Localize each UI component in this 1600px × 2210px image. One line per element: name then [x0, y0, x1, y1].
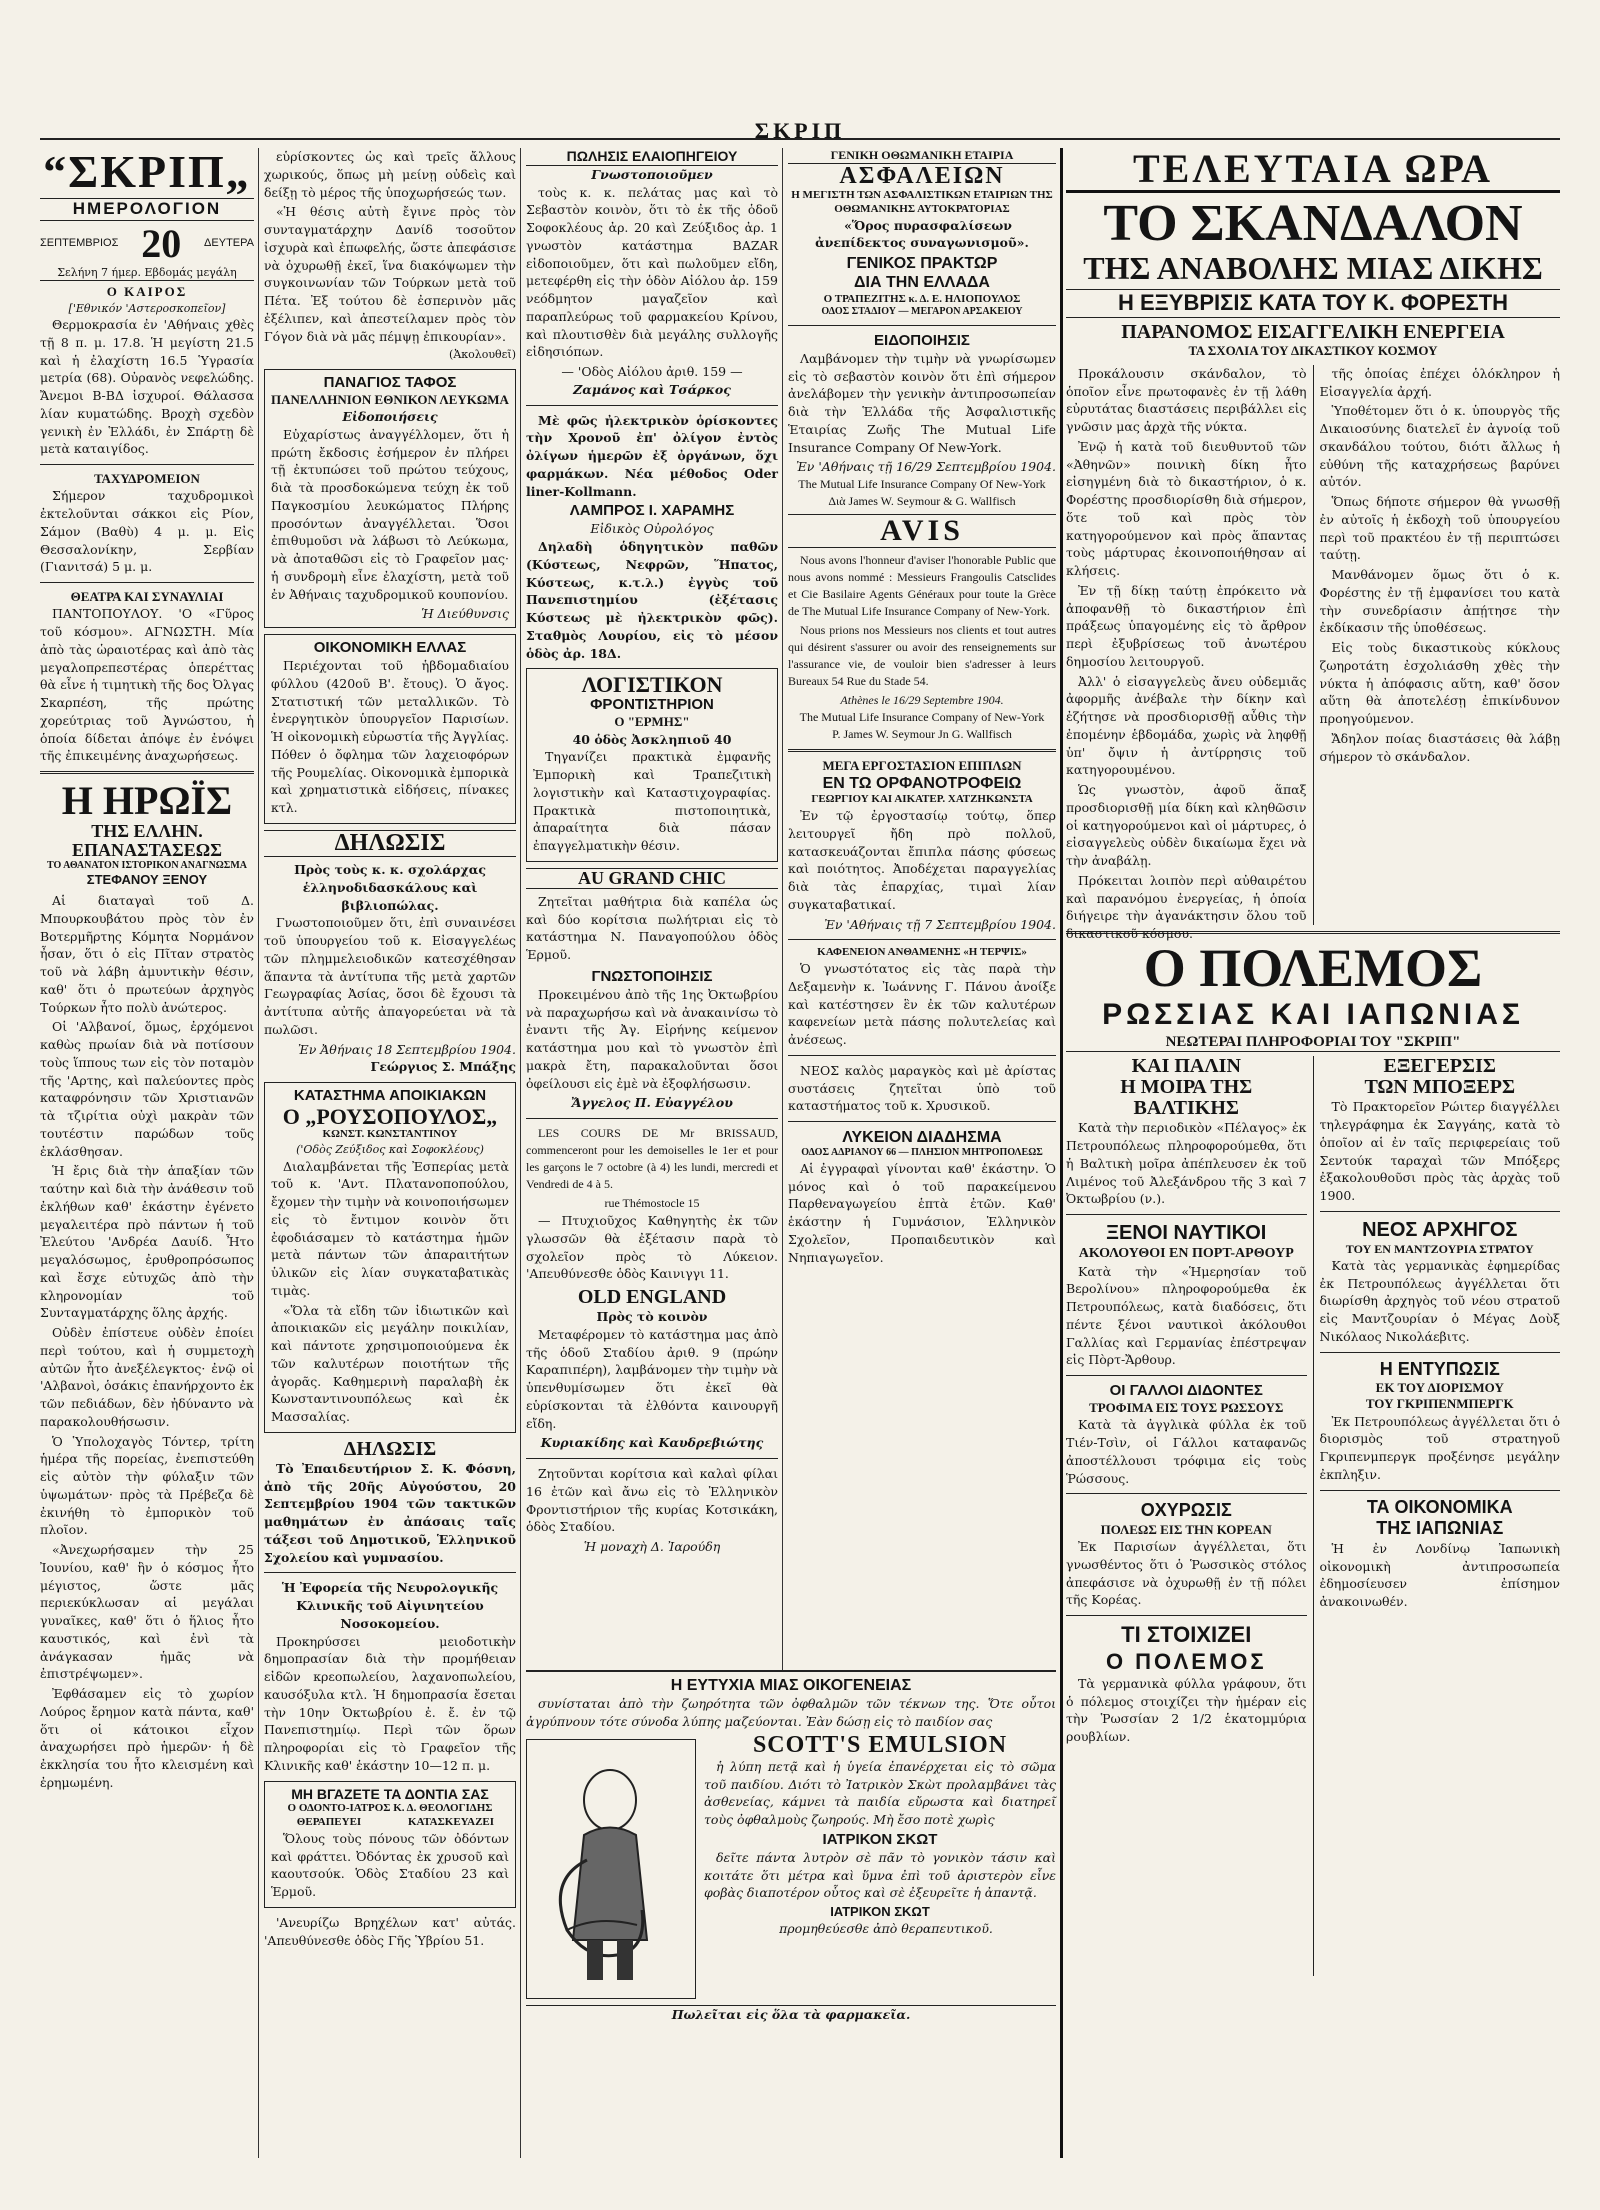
serial-continued: εὑρίσκοντες ὡς καὶ τρεῖς ἄλλους χωρικούς, ὅπως μὴ μείνῃ οὐδεὶς καὶ δείξῃ τὸ μέρος τῆς ὑποχωρήσεώς των.: [264, 149, 516, 200]
calendar-date: [40, 220, 254, 266]
post-heading: ΤΑΧΥΔΡΟΜΕΙΟΝ: [94, 471, 200, 487]
last-hour-heading: ΤΕΛΕΥΤΑΙΑ ΩΡΑ: [1066, 148, 1560, 193]
baltic-subheading: Η ΜΟΙΡΑ ΤΗΣ ΒΑΛΤΙΚΗΣ: [1120, 1076, 1253, 1120]
agent-subheading: ΔΙΑ ΤΗΝ ΕΛΛΑΔΑ: [854, 274, 990, 292]
eidopoiisis-date: Ἐν 'Αθήναις τῇ 16/29 Σεπτεμβρίου 1904.: [796, 459, 1056, 475]
tafos-signature: Ἡ Διεύθυνσις: [421, 606, 509, 622]
emulsion-text4: προμηθεύεσθε ἀπὸ θεραπευτικοῦ.: [779, 1920, 993, 1936]
serial-author: ΣΤΕΦΑΝΟΥ ΞΕΝΟΥ: [86, 872, 208, 888]
cafe-heading: ΚΑΦΕΝΕΙΟΝ ΑΝΘΑΜΕΝΗΣ «Η ΤΕΡΨΙΣ»: [817, 946, 1027, 959]
emulsion-text: συνίσταται ἀπὸ τὴν ζωηρότητα τῶν ὀφθαλμῶν τῶν τέκνων της. Ὅτε οὗτοι ἀγρύπνουν τότε σύνοδα λύπης μαζεύονται. Ἐὰν δώσῃ εἰς τὸ παιδίον σας: [526, 1696, 1056, 1729]
emulsion-ad: [526, 1670, 1056, 2160]
serial-paragraph: Ἐφθάσαμεν εἰς τὸ χωρίον Λούρος ἔρημον κατὰ πάντα, καθ' ὅτι οἱ κάτοικοι εἶχον ἀναχωρήσει πρὸ ἡμερῶν· ἡ δὲ ἐκκλησία του ἦτο κλεισμένη καὶ ἐρημωμένη.: [40, 1686, 254, 1790]
french-heading: ΟΙ ΓΑΛΛΟΙ ΔΙΔΟΝΤΕΣ: [1109, 1382, 1263, 1400]
tafos-notices: Εἰδοποιήσεις: [342, 409, 438, 425]
baltic-heading: ΚΑΙ ΠΑΛΙΝ: [1131, 1055, 1241, 1078]
scandal-paragraph: Προκάλουσιν σκάνδαλον, τὸ ὁποῖον εἶνε πρωτοφανὲς ἐν τῇ λάθη εὐρυτάτας διαστάσεις περιβάλλει εἰς γνῶσιν μας ἀρχὰ τῆς νύκτα.: [1066, 365, 1307, 435]
logistikon-subheading: ΦΡΟΝΤΙΣΤΗΡΙΟΝ: [590, 696, 714, 714]
lykeion-heading: ΛΥΚΕΙΟΝ ΔΙΑΔΗΣΜΑ: [842, 1129, 1002, 1147]
teeth-right-label: ΚΑΤΑΣΚΕΥΑΖΕΙ: [407, 1816, 495, 1829]
war-col-b: [1313, 1056, 1561, 1976]
emulsion-brand: SCOTT'S EMULSION: [752, 1731, 1008, 1758]
dilosis2-text: Τὸ Ἐπαιδευτήριον Σ. Κ. Φόσνη, ἀπὸ τῆς 20ῆς Αὐγούστου, 20 Σεπτεμβρίου 1904 τῶν τακτικῶν μαθημάτων ἐν ἀπάσαις ταῖς τάξεσι τοῦ Δημοτικοῦ, Ἑλληνικοῦ Σχολείου καὶ γυμνασίου.: [264, 1460, 516, 1565]
sailors-subheading: ΑΚΟΛΟΥΘΟΙ ΕΝ ΠΟΡΤ-ΑΡΘΟΥΡ: [1078, 1246, 1294, 1262]
scandal-paragraph: Εἰς τοὺς δικαστικοὺς κύκλους ζωηροτάτη ἐσχολιάσθη χθὲς τὴν νύκτα ἡ ἀπόφασις αὕτη, καθ' ὅσον αὕτη θὰ ἀποτελέσῃ ἐπικίνδυνον προηγούμενον.: [1319, 640, 1560, 727]
oikonomiki-text: Περιέχονται τοῦ ἡβδομαδιαίου φύλλου (420οῦ Β'. ἔτους). Ὁ ἄγος. Στατιστική τῶν μεταλλικῶν. Τὸ ἐνεργητικὸν ὑπουργεῖον Παρισίων. Ἡ οἰκονομικὴ εὐρωστία τῆς Ἀγγλίας. Πόθεν ὁ ὄφλημα τῶν λαχειοφόρων τῆς Ρουμελίας. Οἰκονομικὰ ἐμπορικὰ καὶ χρηματιστικὰ εἰδήσεις, πίνακες κτλ.: [271, 658, 509, 816]
fortification-text: Ἐκ Παρισίων ἀγγέλλεται, ὅτι γνωσθέντος ὅτι ὁ Ῥωσσικὸς στόλος ἀπεφάσισε νὰ ὀχυρωθῇ ἐν τῇ πόλει τῆς Κορέας.: [1066, 1539, 1307, 1608]
scandal-subheading2: Η ΕΞΥΒΡΙΣΙΣ ΚΑΤΑ ΤΟΥ Κ. ΦΟΡΕΣΤΗ: [1066, 289, 1560, 317]
insurance-heading: ΓΕΝΙΚΗ ΟΘΩΜΑΝΙΚΗ ΕΤΑΙΡΙΑ: [788, 148, 1056, 164]
avis-heading: AVIS: [788, 514, 1056, 548]
cours-text2: — Πτυχιοῦχος Καθηγητὴς ἐκ τῶν γλωσσῶν θὰ ἐξέτασιν παρὰ τὸ σχολεῖον πρὸς τὸ Λύκειον. 'Απευθύνεσθε ὁδὸς Καινιγγι 11.: [526, 1213, 778, 1282]
polisis-subheading: Γνωστοποιοῦμεν: [591, 166, 713, 182]
teeth-text: Ὅλους τοὺς πόνους τῶν ὀδόντων καὶ φράττει. Ὀδόντας ἐκ χρυσοῦ καὶ καουτσούκ. Ὁδὸς Σταδίου 23 καὶ Ἑρμοῦ.: [271, 1830, 509, 1900]
polisis-signature: Ζαμάνος καὶ Τσάρκος: [573, 381, 731, 397]
dilosis-subheading: Πρὸς τοὺς κ. κ. σχολάρχας ἑλληνοδιδασκάλους καὶ βιβλιοπώλας.: [294, 862, 486, 913]
emulsion-heading: Η ΕΥΤΥΧΙΑ ΜΙΑΣ ΟΙΚΟΓΕΝΕΙΑΣ: [670, 1677, 912, 1694]
lamp-heading: ΛΑΜΠΡΟΣ Ι. ΧΑΡΑΜΗΣ: [569, 502, 735, 520]
dilosis-signature: Γεώργιος Σ. Μπάξης: [370, 1059, 516, 1075]
zitountai-text: Ζητοῦνται κορίτσια καὶ καλαὶ φίλαι 16 ἐτῶν καὶ ἄνω εἰς τὸ Ἑλληνικὸν Φροντιστήριον τῆς κυρίας Κοτσικάκη, ὁδὸς Σταδίου.: [526, 1466, 778, 1535]
tafos-heading: ΠΑΝΑΓΙΟΣ ΤΑΦΟΣ: [323, 373, 457, 391]
impression-heading: Η ΕΝΤΥΠΩΣΙΣ: [1379, 1358, 1500, 1379]
war-subheading2: ΝΕΩΤΕΡΑΙ ΠΛΗΡΟΦΟΡΙΑΙ ΤΟΥ "ΣΚΡΙΠ": [1066, 1033, 1560, 1053]
scandal-subheading4: ΤΑ ΣΧΟΛΙΑ ΤΟΥ ΔΙΚΑΣΤΙΚΟΥ ΚΟΣΜΟΥ: [1188, 342, 1438, 358]
avis-signature2: P. James W. Seymour Jn G. Wallfisch: [832, 726, 1012, 741]
agent-name: Ο ΤΡΑΠΕΖΙΤΗΣ κ. Δ. Ε. ΗΛΙΟΠΟΥΛΟΣ: [823, 292, 1021, 305]
column-5: [1066, 148, 1560, 2158]
cost-heading: ΤΙ ΣΤΟΙΧΙΖΕΙ: [1121, 1622, 1252, 1648]
emulsion-brand2: ΙΑΤΡΙΚΟΝ ΣΚΩΤ: [822, 1830, 938, 1848]
baltic-text: Κατὰ τὴν περιοδικὸν «Πέλαγος» ἐκ Πετρουπόλεως πληροφορούμεθα, ὅτι ἡ Βαλτικὴ μοῖρα ἀπέπλευσεν ἐκ τοῦ Λιμένος τοῦ Ἀλεξάνδρου τῆς 3 καὶ 7 Ὀκτωβρίου (ν.).: [1066, 1120, 1307, 1207]
column-rule: [1060, 148, 1063, 2158]
katastima-owner: ΚΩΝΣΤ. ΚΩΝΣΤΑΝΤΙΝΟΥ: [322, 1128, 458, 1141]
logistikon-heading: ΛΟΓΙΣΤΙΚΟΝ: [581, 672, 723, 698]
scandal-paragraph: Ὡς γνωστὸν, ἀφοῦ ἅπαξ προσδιορισθῇ μία δίκη καὶ κληθῶσιν οἱ κατηγορούμενοι καὶ οἱ μάρτυρες, ὁ εἰσαγγελεὺς οὐδὲν δικαίωμα ἔχει νὰ τὴν ἀναβάλῃ.: [1066, 782, 1307, 869]
theatre-heading: ΘΕΑΤΡΑ ΚΑΙ ΣΥΝΑΥΛΙΑΙ: [70, 589, 224, 605]
serial-subtitle: ΤΗΣ ΕΛΛΗΝ. ΕΠΑΝΑΣΤΑΣΕΩΣ: [72, 821, 222, 861]
teeth-footer: 'Ανευρίζω Βρηχέλων κατ' αὐτάς. 'Απευθύνεσθε ὁδὸς Γῆς Ὑβρίου 51.: [264, 1914, 516, 1948]
gnostopoiisis-heading: ΓΝΩΣΤΟΠΟΙΗΣΙΣ: [591, 967, 713, 985]
polisis-address: — 'Οδὸς Αἰόλου ἀριθ. 159 —: [561, 364, 743, 380]
england-signature: Κυριακίδης καὶ Καυδρεβιώτης: [540, 1435, 764, 1451]
weather-heading: Ο ΚΑΙΡΟΣ: [106, 284, 188, 300]
avis-text2: Nous prions nos Messieurs nos clients et tout autres qui désirent s'assurer ou avoir des renseignements sur l'assurance vie, de vouloir bien s'adresser à leurs Bureaux 54 Rue du Stade 54.: [788, 622, 1056, 688]
england-subheading: Πρὸς τὸ κοινὸν: [596, 1309, 708, 1325]
eidopoiisis-text: Λαμβάνομεν τὴν τιμὴν νὰ γνωρίσωμεν εἰς τὸ σεβαστὸν κοινὸν ὅτι ἐπὶ σήμερον ἀνελάβομεν τὴν γενικὴν ἀντιπροσωπείαν διὰ τὴν Ἑλλάδα τῆς Ἀσφαλιστικῆς Ἑταιρίας Ζωῆς The Mutual Life Insurance Company Of New-York.: [788, 350, 1056, 455]
serial-paragraph: Ἡ ἔρις διὰ τὴν ἁπαξίαν τῶν ταύτην καὶ διὰ τὴν ἀνάθεσιν τοῦ ἐκλήθων καθ' ἑκάστην ἐγένετο μεγαλειτέρα πρὸ πάντων ἡ τοῦ Ἐλεύτου 'Ανδρέα Δαυίδ. Ἦτο μεγαλόσωμος, ἐρυθροπρόσωπος καὶ ἔσχε εὐτυχῶς ἀπὸ τὴν κληρονομίαν τοῦ Συνταγματάρχης ὅλης ἀρχής.: [40, 1163, 254, 1321]
chief-text: Κατὰ τὰς γερμανικὰς ἐφημερίδας ἐκ Πετρουπόλεως ἀγγέλλεται ὅτι διωρίσθη ἀρχηγὸς τοῦ νέου στρατοῦ εἰς Μαντζουρίαν ὁ Μέγας Δοὺξ Νικόλαος Νικολάεβιτς.: [1319, 1257, 1560, 1344]
boxers-subheading: ΤΩΝ ΜΠΟΞΕΡΣ: [1364, 1076, 1516, 1099]
scandal-col-b: [1313, 365, 1561, 925]
scandal-heading: ΤΟ ΣΚΑΝΔΑΛΟΝ: [1103, 195, 1523, 252]
chief-heading: ΝΕΟΣ ΑΡΧΗΓΟΣ: [1362, 1218, 1518, 1241]
neurology-heading: Ἡ Ἐφορεία τῆς Νευρολογικῆς Κλινικῆς τοῦ Αἰγινητείου Νοσοκομείου.: [281, 1580, 499, 1631]
calendar-line: Σελήνη 7 ήμερ. Εβδομάς μεγάλη: [40, 265, 254, 282]
scandal-paragraph: Ὅπως δήποτε σήμερον θὰ γνωσθῇ ἐν αὐτοῖς ἡ ἐκδοχὴ τοῦ ὑπουργείου περὶ τοῦ πρακτέου ἐν τῇ περιπτώσει ταύτῃ.: [1319, 494, 1560, 563]
agent-address: ΟΔΟΣ ΣΤΑΔΙΟΥ — ΜΕΓΑΡΟΝ ΑΡΣΑΚΕΙΟΥ: [821, 306, 1023, 318]
eidopoiisis-sig2: Διὰ James W. Seymour & G. Wallfisch: [828, 494, 1016, 509]
lykeion-text: Αἱ ἐγγραφαὶ γίνονται καθ' ἑκάστην. Ὁ μόνος καὶ ὁ τοῦ παρακείμενου Παρθεναγωγείου ἑπτὰ ἐτῶν. Καθ' ἑκάστην ἡ Γυμνάσιον, Ἑλληνικὸν Σχολεῖον, Προπαιδευτικὸν καὶ Νηπιαγωγεῖον.: [788, 1160, 1056, 1265]
tafos-text: Εὐχαρίστως ἀναγγέλλομεν, ὅτι ἡ πρώτη ἔκδοσις ἐσήμερον ἐν πλήρει τῇ ἐκτυπώσει τοῦ πρώτου τεύχους, διὰ τὰ προσδοκώμενα τεύχη ἐκ τοῦ Παγκοσμίου λευκώματος Πλήρης προσόντων ἀναγγέλλεται. Ὅσοι ἐπιθυμοῦσι νὰ λάβωσι τὸ Λεύκωμα, νὰ ἀποταθῶσι εἰς τὸ Γραφεῖον μας· ἡ συνδρομὴ εἶνε ἐλαχίστη, μετὰ τοῦ ἐν Ἀθήναις ταχυδρομικοῦ κουπονίου.: [271, 426, 509, 602]
gnostopoiisis-signature: Ἄγγελος Π. Εὐαγγέλου: [571, 1095, 733, 1111]
eidopoiisis-heading: ΕΙΔΟΠΟΙΗΣΙΣ: [874, 331, 970, 349]
dilosis-text: Γνωστοποιοῦμεν ὅτι, ἐπὶ συναινέσει τοῦ ὑπουργείου τοῦ κ. Εἰσαγγελέως τῶν πλημμελειοδικῶν κατεσχέθησαν ἅπαντα τὰ ἀντίτυπα τῆς μετὰ χαρτῶν Γεωγραφίας Ἀσίας, ὅσοι δὲ ἔχουσι τὰ ἀντίτυπα αὐτῆς ἀπαγορεύεται νὰ τὰ πωλῶσι.: [264, 915, 516, 1037]
sailors-heading: ΞΕΝΟΙ ΝΑΥΤΙΚΟΙ: [1106, 1222, 1267, 1245]
dilosis-heading: ΔΗΛΩΣΙΣ: [264, 830, 516, 857]
insurance-subheading: Η ΜΕΓΙΣΤΗ ΤΩΝ ΑΣΦΑΛΙΣΤΙΚΩΝ ΕΤΑΙΡΙΩΝ ΤΗΣ ΟΘΩΜΑΝΙΚΗΣ ΑΥΤΟΚΡΑΤΟΡΙΑΣ: [791, 189, 1053, 215]
england-heading: OLD ENGLAND: [577, 1286, 727, 1309]
insurance-title: ΑΣΦΑΛΕΙΩΝ: [839, 163, 1005, 189]
cours-text: LES COURS DE Mr BRISSAUD, commenceront pour les demoiselles le 1er et pour les garçons le 7 octobre (à 4) les lundi, mercredi et Vendredi de 4 à 5.: [526, 1126, 778, 1192]
logistikon-name: Ο "ΕΡΜΗΣ": [614, 714, 690, 730]
weather-source: ['Εθνικόν 'Αστεροσκοπεῖον]: [68, 301, 226, 315]
masthead: ΣΚΡΙΠ: [40, 70, 1560, 140]
neos-text: ΝΕΟΣ καλὸς μαραγκὸς καὶ μὲ ἀρίστας συστάσεις ζητεῖται ὑπὸ τοῦ καταστήματος τοῦ κ. Χρυσικοῦ.: [788, 1062, 1056, 1114]
agent-heading: ΓΕΝΙΚΟΣ ΠΡΑΚΤΩΡ: [846, 255, 998, 273]
katastima-text: «Ὅλα τὰ εἴδη τῶν ἰδιωτικῶν καὶ ἀποικιακῶν εἰς μεγάλην ποικιλίαν, καὶ πάντοτε χρησιμοποιούμενα ἐκ τῶν καλυτέρων ποιοτήτων τῆς ἀγορᾶς. Καθημερινὴ παραλαβὴ ἐκ Κωνσταντινουπόλεως καὶ ἐκ Μασσαλίας.: [271, 1302, 509, 1424]
emulsion-text2: ἡ λύπη πετᾷ καὶ ἡ ὑγεία ἐπανέρχεται εἰς τὸ σῶμα τοῦ παιδίου. Διότι τὸ Ἰατρικὸν Σκὼτ προλαμβάνει τὰς ἀσθενείας, κάμνει τὰ παιδία εὔρωστα καὶ διατηρεῖ τοὺς ὀφθαλμοὺς ζωηρούς. Μὴ ἔσο ποτὲ χωρὶς: [704, 1758, 1056, 1828]
finance-subheading: ΤΗΣ ΙΑΠΩΝΙΑΣ: [1376, 1518, 1504, 1539]
polisis-heading: ΠΩΛΗΣΙΣ ΕΛΑΙΟΠΗΓΕΙΟΥ: [526, 148, 778, 166]
scandal-paragraph: Ἐν τῇ δίκῃ ταύτῃ ἐπρόκειτο νὰ ἀποφανθῇ τὸ δικαστήριον ἐπὶ πράξεως ὑπαγομένης εἰς τὸ ἄρθρον περὶ ἐξυβρίσεως τοῦ ἀνωτέρου δημοσίου λειτουργοῦ.: [1066, 582, 1307, 669]
teeth-heading: ΜΗ ΒΓΑΖΕΤΕ ΤΑ ΔΟΝΤΙΑ ΣΑΣ: [291, 1785, 489, 1802]
scandal-paragraph: Μανθάνομεν ὅμως ὅτι ὁ κ. Φορέστης ἐν τῇ ἐμφανίσει του κατὰ τὴν συνεδρίασιν ἀπῄτησε τὴν ἐκδίκασιν τῆς ὑποθέσεως.: [1319, 567, 1560, 636]
lykeion-address: ΟΔΟΣ ΑΔΡΙΑΝΟΥ 66 — ΠΛΗΣΙΟΝ ΜΗΤΡΟΠΟΛΕΩΣ: [801, 1147, 1043, 1159]
scandal-paragraph: Ὑποθέτομεν ὅτι ὁ κ. ὑπουργὸς τῆς Δικαιοσύνης διατελεῖ ἐν ἀγνοίᾳ τοῦ σκανδάλου τούτου, διότι ἄλλως ἡ εὐθύνη τῆς καταχρήσεως βαρύνει αὐτόν.: [1319, 403, 1560, 490]
teeth-subheading: Ο ΟΔΟΝΤΟ-ΙΑΤΡΟΣ Κ. Δ. ΘΕΟΛΟΓΙΔΗΣ: [287, 1802, 493, 1815]
calendar-day: 20: [141, 220, 182, 266]
sailors-text: Κατὰ τὴν «Ἡμερησίαν τοῦ Βερολίνου» πληροφορούμεθα ἐκ Πετρουπόλεως, κατὰ διαδόσεις, ὅτι πέντε ξένοι ναυτικοὶ ἀκόλουθοι Γαλλίας καὶ Γερμανίας ἐπέστρεψαν εἰς Πὸρτ-Ἄρθουρ.: [1066, 1263, 1307, 1368]
scandal-subheading3: ΠΑΡΑΝΟΜΟΣ ΕΙΣΑΓΓΕΛΙΚΗ ΕΝΕΡΓΕΙΑ: [1121, 320, 1505, 343]
zitountai-signature: Ἡ μοναχὴ Δ. Ἰαρούδη: [583, 1539, 721, 1555]
oikonomiki-heading: ΟΙΚΟΝΟΜΙΚΗ ΕΛΛΑΣ: [313, 639, 467, 657]
tafos-subheading: ΠΑΝΕΛΛΗΝΙΟΝ ΕΘΝΙΚΟΝ ΛΕΥΚΩΜΑ: [271, 391, 509, 407]
column-1: [40, 148, 254, 2158]
orphanage-text: Ἐν τῷ ἐργοστασίῳ τούτῳ, ὅπερ λειτουργεῖ ἤδη πρὸ πολλοῦ, κατασκευάζονται ἔπιπλα πάσης φύσεως καὶ ποιότητος. Ἀποδέχεται παραγγελίας διὰ τὰς ἐπαρχίας, τιμαὶ λίαν συγκαταβατικαί.: [788, 808, 1056, 912]
boxers-text: Τὸ Πρακτορεῖον Ρώιτερ διαγγέλλει τηλεγράφημα ἐκ Σαγγάης, κατὰ τὸ ὁποῖον αἱ ἐν ταῖς περιφερείαις τοῦ Σεντούκ ταραχαὶ τῶν Μπόξερς ἐξακολουθοῦσι πρὸς τὰς ἀρχὰς τοῦ 1900.: [1319, 1099, 1560, 1204]
impression-subheading: ΕΚ ΤΟΥ ΔΙΟΡΙΣΜΟΥ: [1375, 1380, 1504, 1396]
avis-date: Athènes le 16/29 Septembre 1904.: [840, 692, 1004, 707]
cafe-text: Ὁ γνωστότατος εἰς τὰς παρὰ τὴν Δεξαμενὴν κ. Ἰωάννης Γ. Πάνου ἀνοίξε καὶ κατέστησεν ἓν ἐκ τῶν καλυτέρων καφενείων μετὰ πάσης πολυτελείας καὶ ἀνέσεως.: [788, 961, 1056, 1048]
neurology-text: Προκηρύσσει μειοδοτικὴν δημοπρασίαν διὰ τὴν προμήθειαν εἰδῶν κρεοπωλείου, λαχανοπωλείου, καυσόξυλα κτλ. Ἡ δημοπρασία ἔσεται τὴν 10ην Ὀκτωβρίου ἐ. ἔ. ἐν τῷ Πανεπιστημίῳ. Περὶ τῶν ὅρων πληροφορίαι εἰς τὸ Γραφεῖον τῆς Κλινικῆς καθ' ἑκάστην 10—12 π. μ.: [264, 1633, 516, 1773]
cours-address: rue Thémostocle 15: [604, 1196, 700, 1211]
calendar-subtitle: ΗΜΕΡΟΛΟΓΙΟΝ: [40, 198, 254, 220]
dilosis-date: Ἐν Ἀθήναις 18 Σεπτεμβρίου 1904.: [298, 1041, 516, 1057]
logistikon-address: 40 ὁδὸς Ἀσκληπιοῦ 40: [572, 731, 732, 747]
scandal-paragraph: Ἀλλ' ὁ εἰσαγγελεὺς ἄνευ οὐδεμιᾶς ἀφορμῆς ἀνέβαλε τὴν δίκην καὶ ἐζήτησε νὰ προσδιορισθῇ αὖθις τὴν ἐπομένην ἑβδομάδα, χωρὶς νὰ ληφθῇ ὑπ' ὄψιν ἡ ἀντίρρησις τοῦ κατηγορουμένου.: [1066, 673, 1307, 778]
england-text: Μεταφέρομεν τὸ κατάστημα μας ἀπὸ τῆς ὁδοῦ Σταδίου ἀριθ. 9 (πρώην Καραπιπέρη), λαμβάνομεν τὴν τιμὴν νὰ ὑπενθυμίσωμεν ὅτι ἐκεῖ θὰ εὑρίσκονται τὰ ἐλθόντα καινουργῆ εἴδη.: [526, 1326, 778, 1431]
impression-subheading2: ΤΟΥ ΓΚΡΙΠΕΝΜΠΕΡΓΚ: [1365, 1396, 1514, 1412]
katastima-text: Διαλαμβάνεται τῆς Ἐσπερίας μετὰ τοῦ κ. 'Αντ. Πλατανοποπούλου, ἔχομεν τὴν τιμὴν νὰ κοινοποιήσωμεν εἰς τὸ ἔντιμον κοινὸν ὅτι ἐφοδιάσαμεν τὸ κατάστημα ἡμῶν μετὰ πάντων τῶν ἀπαραιτήτων ὑλικῶν εἰς λίαν συγκαταβατικὰς τιμὰς.: [271, 1158, 509, 1298]
avis-signature: The Mutual Life Insurance Company of New-York: [799, 709, 1045, 724]
column-rule: [258, 148, 259, 2158]
serial-paragraph: Οἱ 'Αλβανοί, ὅμως, ἐρχόμενοι καθὼς πρωίαν διὰ νὰ ποτίσουν τοὺς ἵππους των εἰς τὸν ποταμὸν τῆς 'Αρτης, καὶ παλεύοντες πρὸς καταφρόνησιν τῶν Χριστιανῶν τὰ τζιρίτια οὐχὶ μακρὰν τῶν τουτέστιν παρώδων τοῦς ἐκλάσθησαν.: [40, 1019, 254, 1159]
impression-text: Ἐκ Πετρουπόλεως ἀγγέλλεται ὅτι ὁ διορισμὸς τοῦ στρατηγοῦ Γκριπενμπεργκ προξένησε μεγάλην ἐκπληξιν.: [1319, 1413, 1560, 1482]
serial-paragraph: Ὁ Ὑπολοχαγὸς Τόντερ, τρίτη ἡμέρα τῆς πορείας, ἐνεπιστεύθη εἰς αὐτὸν τὴν φύλαξιν τῶν ὑψωμάτων· πρὸς τὰ Πρέβεζα δὲ ἐκινήθη τὸ ἐμπορικὸν τοῦ πλοῖον.: [40, 1433, 254, 1538]
post-text: Σήμερον ταχυδρομικοὶ ἐκτελοῦνται σάκκοι εἰς Ρίον, Σάμον (Βαθὺ) 4 μ. μ. Εἰς Θεσσαλονίκην, Σερβίαν (Γιανιτσά) 5 μ. μ.: [40, 488, 254, 575]
serial-continued-sig: (Ἀκολουθεῖ): [449, 348, 516, 362]
serial-paragraph: Οὐδὲν ἐπίστευε οὐδὲν ἐποίει περὶ τούτου, καὶ ἡ συμμετοχὴ αὐτῶν ἦτο ἀνεξέλεγκτος· ἐνῷ οἱ 'Αλβανοὶ, ὁσάκις ἐπανήρχοντο ἐκ τῶν πεδιάδων, δὲν ἠδύναντο νὰ παρακολουθήσωσιν.: [40, 1325, 254, 1429]
calendar-title: “ΣΚΡΙΠ„: [43, 146, 251, 197]
serial-paragraph: «Ἀνεχωρήσαμεν τὴν 25 Ἰουνίου, καθ' ἣν ὁ κόσμος ἦτο μέγιστος, ὥστε μᾶς περιεκύκλωσαν αἱ μεγάλαι γυναῖκες, καθ' ὅτι ὁ ἥλιος ἦτο καυστικός, καὶ ἐνὶ τὰ ἀνάγκασαν ἡμᾶς νὰ ἐπιστρέψωμεν».: [40, 1542, 254, 1682]
scandal-paragraph: Πρόκειται λοιπὸν περὶ αὐθαιρέτου καὶ παρανόμου ἐνεργείας, ἡ ὁποία διήγειρε τὴν ἀγανάκτησιν ὅλου τοῦ δικαστικοῦ κόσμου.: [1066, 872, 1307, 942]
calendar-weekday: ΔΕΥΤΕΡΑ: [204, 236, 254, 249]
theatre-text: ΠΑΝΤΟΠΟΥΛΟΥ. 'Ο «Γῦρος τοῦ κόσμου». ΑΓΝΩΣΤΗ. Μία ἀπὸ τὰς ὡραιοτέρας καὶ ἀπὸ τὰς μεγαλοπρεπεστέρας ὁπερέττας θὰ εἶνε ἡ τιμητικὴ τῆς δος Ὀλγας Σκαρπέση, τῆς πρώτης χορεύτριας τοῦ Ἀγνώστου, ἡ ὁποία δίδεται ἀπόψε ἐν ἐνόψει τῆς ἐπικειμένης ἀναχωρήσεως.: [40, 606, 254, 764]
column-2: [264, 148, 516, 2158]
serial-tag: ΤΟ ΑΘΑΝΑΤΟΝ ΙΣΤΟΡΙΚΟΝ ΑΝΑΓΝΩΣΜΑ: [46, 859, 248, 871]
chief-subheading: ΤΟΥ ΕΝ ΜΑΝΤΖΟΥΡΙΑ ΣΤΡΑΤΟΥ: [1345, 1241, 1534, 1256]
scandal-paragraph: Ἄδηλον ποίας διαστάσεις θὰ λάβῃ σήμερον τὸ σκάνδαλον.: [1319, 730, 1560, 764]
gnostopoiisis-text: Προκειμένου ἀπὸ τῆς 1ης Ὀκτωβρίου νὰ παραχωρήσω καὶ νὰ ἀνακαινίσω τὸ ἐναντι τῆς Ἀγ. Εἰρήνης κείμενον κατάστημα μου καὶ τὸ γνωστὸν ἐπὶ μακρὰ ἔτη, παρακαλοῦνται ὅσοι ὀφείλουσι εἰς ἐμὲ νὰ ἐξοφλήσωσιν.: [526, 986, 778, 1091]
insurance-text: «Ὅρος πυρασφαλίσεων ἀνεπίδεκτος συναγωνισμοῦ».: [815, 217, 1029, 251]
newspaper-page: [40, 70, 1560, 2170]
weather-text: Θερμοκρασία ἐν 'Αθήναις χθὲς τῇ 8 π. μ. 17.8. Ἡ μεγίστη 21.5 καὶ ἡ ἐλαχίστη 16.5 Ὑγρασία μετρία (68). Οὐρανὸς νεφελώδης. Ἄνεμοι Β-ΒΔ ἰσχυροί. Θάλασσα λίαν κυματώδης. Βροχὴ σχεδὸν γενικὴ ἐν Ἑλλάδι, ἐν Σπάρτῃ δὲ μετὰ καταιγίδος.: [40, 317, 254, 457]
orphanage-names: ΓΕΩΡΓΙΟΥ ΚΑΙ ΑΙΚΑΤΕΡ. ΧΑΤΖΗΚΩΝΣΤΑ: [811, 793, 1033, 806]
french-subheading: ΤΡΟΦΙΜΑ ΕΙΣ ΤΟΥΣ ΡΩΣΣΟΥΣ: [1089, 1400, 1284, 1416]
lamp-subheading: Εἰδικὸς Οὐρολόγος: [590, 521, 714, 537]
cost-subheading: Ο ΠΟΛΕΜΟΣ: [1105, 1648, 1267, 1674]
fortification-subheading: ΠΟΛΕΩΣ ΕΙΣ ΤΗΝ ΚΟΡΕΑΝ: [1100, 1521, 1272, 1537]
eidopoiisis-sig1: The Mutual Life Insurance Company Of New-York: [798, 477, 1046, 492]
chic-heading: AU GRAND CHIC: [526, 868, 778, 889]
orphanage-subheading: ΕΝ ΤΩ ΟΡΦΑΝΟΤΡΟΦΕΙΩ: [822, 775, 1022, 793]
orphanage-heading: ΜΕΓΑ ΕΡΓΟΣΤΑΣΙΟΝ ΕΠΙΠΛΩΝ: [822, 757, 1022, 773]
serial-paragraph: Αἱ διαταγαὶ τοῦ Δ. Μπουρκουβάτου πρὸς τὸν ἐν Βοτερμῆρτης Κόμητα Νορμάνον ἦσαν, ὅτι ὁ εἰς Πῖταν στρατὸς τοῦ νὰ λάβη ἀμυντικὴν θέσιν, καθ' ὅτι ὁ πρωτεύων ἀρχηγὸς Τούρκων ἦτο πολὺ ἀνώτερος.: [40, 893, 254, 1015]
orphanage-date: Ἐν 'Αθήναις τῇ 7 Σεπτεμβρίου 1904.: [824, 916, 1056, 932]
emulsion-text3: δεῖτε πάντα λυτρὸν σὲ πᾶν τὸ γονικὸν τάσιν καὶ κοιτάτε ὅτι μέτρα καὶ ὕμνα ἐπὶ τοῦ ἀριστερὸν εἶνε φοβὰς διαποτέρον οὗτος καὶ σὲ ἐξευρεῖτε ἡ ἀπαντᾷ.: [704, 1849, 1056, 1901]
finance-heading: ΤΑ ΟΙΚΟΝΟΜΙΚΑ: [1366, 1496, 1513, 1517]
column-rule: [520, 148, 521, 2158]
katastima-address: ('Οδὸς Ζεύξιδος καὶ Σοφοκλέους): [296, 1142, 484, 1156]
fisherman-icon: [527, 1740, 693, 1996]
cost-text: Τὰ γερμανικὰ φύλλα γράφουν, ὅτι ὁ πόλεμος στοιχίζει τὴν ἡμέραν εἰς τὴν Ῥωσσίαν 2 1/2 ἑκατομμύρια ρουβλίων.: [1066, 1675, 1307, 1745]
lamp-text: Μὲ φῶς ἠλεκτρικὸν ὁρίσκοντες τὴν Χρονοῦ ἐπ' ὀλίγον ἐντὸς ὀλίγων ἡμερῶν ἐξ ὀργάνων, ὅχι φαρμάκων. Νέα μέθοδος Oder liner-Kollmann.: [526, 412, 778, 499]
war-subheading: ΡΩΣΣΙΑΣ ΚΑΙ ΙΑΠΩΝΙΑΣ: [1102, 997, 1524, 1031]
logistikon-text: Τηγανίζει πρακτικὰ ἐμφανῆς Ἐμπορικὴ καὶ Τραπεζιτικὴ λογιστικὴν καὶ Καταστιχογραφίας. Πρακτικὰ πιστοποιητικὰ, ἀπαραίτητα διὰ πάσαν ἐπαγγελματικὴν θέσιν.: [533, 749, 771, 854]
boxers-heading: ΕΞΕΓΕΡΣΙΣ: [1383, 1055, 1496, 1078]
fortification-heading: ΟΧΥΡΩΣΙΣ: [1140, 1500, 1232, 1521]
emulsion-fisherman-illustration: [526, 1739, 696, 1999]
dilosis2-heading: ΔΗΛΩΣΙΣ: [343, 1437, 437, 1460]
war-heading: Ο ΠΟΛΕΜΟΣ: [1143, 937, 1483, 998]
emulsion-brand3: ΙΑΤΡΙΚΟΝ ΣΚΩΤ: [830, 1904, 930, 1920]
scandal-paragraph: τῆς ὁποίας ἐπέχει ὁλόκληρον ἡ Εἰσαγγελία ἀρχή.: [1319, 365, 1560, 399]
serial-continued: «Ἡ θέσις αὐτὴ ἔγινε πρὸς τὸν συνταγματάρχην Δανίδ τοσοῦτον ἰσχυρὰ καὶ ἐπωφελής, ὥστε ἀπεφάσισε νὰ ὀχυρωθῇ ἐκεῖ, ἵνα διακόψωμεν τὴν συγκοινωνίαν τῶν Τούρκων μετὰ τοῦ Πέτα. Ἐξ τούτου δὲ ἐσπερινὸν μᾶς ἐξέλιπεν, καὶ ἀπεστείλαμεν πρὸς τὸν Γόγον διὰ νὰ μᾶς πέμψῃ ἐπικουρίαν».: [264, 204, 516, 344]
avis-text: Nous avons l'honneur d'aviser l'honorable Public que nous avons nommé : Messieurs Frangoulis Catsclides et Cie Basilaire Agents Généraux pour toute la Grèce de The Mutual Life Insurance Company of New-York.: [788, 552, 1056, 618]
lamp-text2: Δηλαδὴ ὁδηγητικὸν παθῶν (Κύστεως, Νεφρῶν, Ἥπατος, Κύστεως, κ.τ.λ.) ἐγγὺς τοῦ Πανεπιστημίου (ἐξέτασις Κύστεως μὲ ἠλεκτρικὸν φῶς). Σταθμὸς Λουρίου, εἰς τὸ μέσον ὁδὸς ἀρ. 18Δ.: [526, 539, 778, 661]
teeth-left-label: ΘΕΡΑΠΕΥΕΙ: [296, 1816, 362, 1829]
scandal-paragraph: Ἐνῷ ἡ κατὰ τοῦ διευθυντοῦ τῶν «Ἀθηνῶν» ποινικὴ δίκη ἦτο εἰσηγμένη διὰ τὸ δικαστήριον, ὁ κ. Φορέστης προσδιορίσθη διὰ σήμερον, ὅτε τοῦ καὶ πρὸς τὸν κατηγορούμενον καὶ πρὸς ἅπαντας τοὺς μάρτυρας ἐκοινοποιήθησαν αἱ κλήσεις.: [1066, 438, 1307, 579]
emulsion-footer: Πωλεῖται εἰς ὅλα τὰ φαρμακεῖα.: [526, 2005, 1056, 2024]
column-4: [788, 148, 1056, 1668]
katastima-name: Ο „ΡΟΥΣΟΠΟΥΛΟΣ„: [282, 1104, 498, 1130]
calendar-month: ΣΕΠΤΕΜΒΡΙΟΣ: [40, 236, 119, 249]
polisis-text: τοὺς κ. κ. πελάτας μας καὶ τὸ Σεβαστὸν κοινὸν, ὅτι τὸ ἐκ τῆς ὁδοῦ Σοφοκλέους ἀρ. 20 καὶ Ζεύξιδος ἀρ. 1 γνωστὸν κατάστημα BAZAR εἰδοποιοῦμεν, ὅτι καὶ πωλοῦμεν εἴδη, μετεφέρθη εἰς τὴν ὁδὸν Αἰόλου ἀρ. 159 νεόδμητον μαγαζεῖον καὶ παραπλεύρως τοῦ φαρμακείου Κρίνου, καὶ πλουτισθὲν διὰ μεγάλης συλλογῆς εἰδησιόπων.: [526, 184, 778, 360]
scandal-subheading: ΤΗΣ ΑΝΑΒΟΛΗΣ ΜΙΑΣ ΔΙΚΗΣ: [1083, 249, 1543, 286]
war-col-a: [1066, 1056, 1307, 1976]
chic-text: Ζητεῖται μαθήτρια διὰ καπέλα ὡς καὶ δύο κορίτσια πωλήτριαι εἰς τὸ κατάστημα Ν. Παναγοπούλου ὁδὸς Ἑρμοῦ.: [526, 893, 778, 963]
finance-text: Ἡ ἐν Λονδίνῳ Ἰαπωνικὴ οἰκονομικὴ ἀντιπροσωπεία ἐδημοσίευσεν ἐπίσημον ἀνακοινωθέν.: [1319, 1540, 1560, 1610]
scandal-col-a: [1066, 365, 1307, 942]
katastima-heading: ΚΑΤΑΣΤΗΜΑ ΑΠΟΙΚΙΑΚΩΝ: [293, 1087, 487, 1105]
french-text: Κατὰ τὰ ἀγγλικὰ φύλλα ἐκ τοῦ Τιέν-Τσὶν, οἱ Γάλλοι καταφανῶς ἀποστέλλουσι τρόφιμα εἰς τοὺς Ῥώσσους.: [1066, 1417, 1307, 1486]
serial-title: Η ΗΡΩΪΣ: [61, 778, 233, 824]
